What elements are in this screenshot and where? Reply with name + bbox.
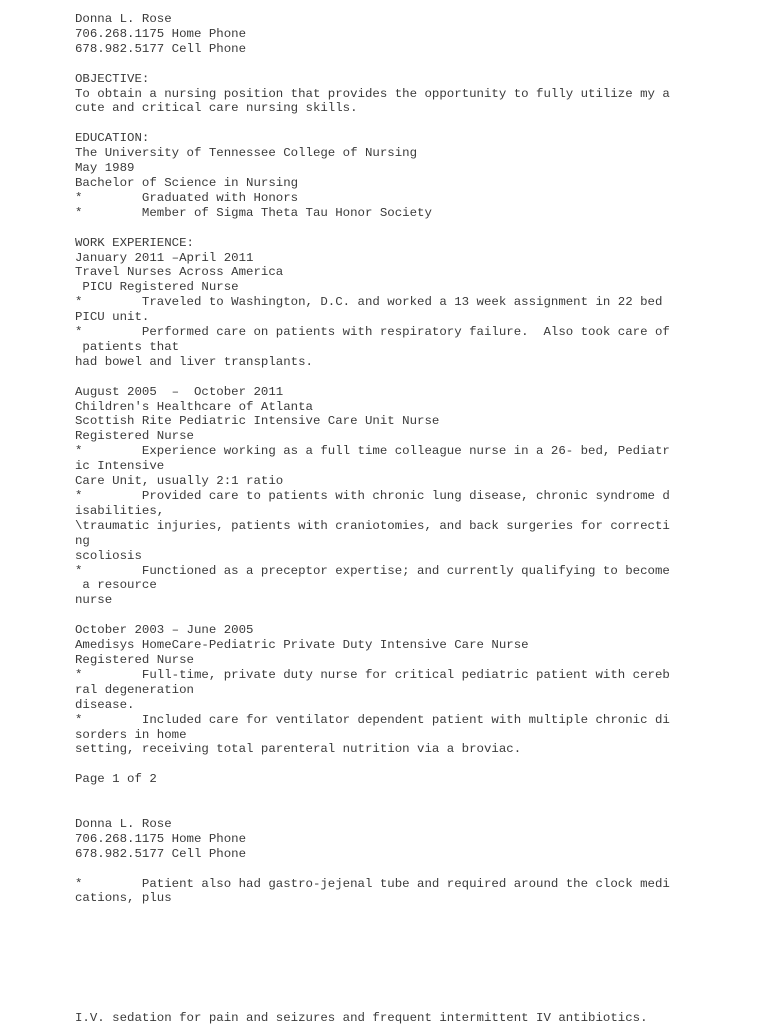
text-line: 678.982.5177 Cell Phone: [75, 846, 247, 861]
text-line: nurse: [75, 593, 113, 608]
text-line: * Included care for ventilator dependent patient with multiple chronic di: [75, 712, 670, 727]
text-line: [75, 906, 745, 921]
text-line: * Traveled to Washington, D.C. and worked a 13 week assignment in 22 bed: [75, 295, 663, 310]
text-line: Amedisys HomeCare-Pediatric Private Duty Intensive Care Nurse: [75, 638, 529, 653]
text-line: Care Unit, usually 2:1 ratio: [75, 474, 284, 489]
text-line: 706.268.1175 Home Phone: [75, 26, 247, 41]
text-line: \traumatic injuries, patients with craniotomies, and back surgeries for correcti: [75, 518, 670, 533]
text-line: a resource: [75, 578, 157, 593]
text-line: The University of Tennessee College of Nursing: [75, 146, 418, 161]
text-line: scoliosis: [75, 548, 142, 563]
text-line: [75, 936, 745, 951]
text-line: ng: [75, 533, 90, 548]
text-line: I.V. sedation for pain and seizures and frequent intermittent IV antibiotics.: [75, 1010, 648, 1025]
text-line: [75, 862, 745, 877]
text-line: To obtain a nursing position that provides the opportunity to fully utilize my a: [75, 86, 670, 101]
text-line: [75, 608, 745, 623]
text-line: * Member of Sigma Theta Tau Honor Society: [75, 205, 432, 220]
text-line: PICU Registered Nurse: [75, 280, 239, 295]
text-line: ral degeneration: [75, 682, 194, 697]
text-line: * Patient also had gastro-jejenal tube and required around the clock medi: [75, 876, 670, 891]
text-line: [75, 981, 745, 996]
text-line: * Experience working as a full time colleague nurse in a 26- bed, Pediatr: [75, 444, 670, 459]
text-line: setting, receiving total parenteral nutrition via a broviac.: [75, 742, 522, 757]
text-line: [75, 757, 745, 772]
text-line: EDUCATION:: [75, 131, 150, 146]
text-line: WORK EXPERIENCE:: [75, 235, 194, 250]
text-line: Bachelor of Science in Nursing: [75, 175, 299, 190]
text-line: Scottish Rite Pediatric Intensive Care Unit Nurse: [75, 414, 440, 429]
text-line: * Provided care to patients with chronic lung disease, chronic syndrome d: [75, 489, 670, 503]
resume-document: [75, 12, 745, 1026]
text-line: * Full-time, private duty nurse for critical pediatric patient with cereb: [75, 667, 670, 682]
text-line: Travel Nurses Across America: [75, 265, 284, 280]
text-line: [75, 802, 745, 817]
text-line: had bowel and liver transplants.: [75, 354, 313, 369]
text-line: [75, 951, 745, 966]
text-line: cute and critical care nursing skills.: [75, 101, 358, 116]
text-line: October 2003 – June 2005: [75, 623, 254, 638]
text-line: Donna L. Rose: [75, 816, 172, 831]
text-line: Registered Nurse: [75, 652, 194, 667]
text-line: ic Intensive: [75, 459, 165, 474]
text-line: 706.268.1175 Home Phone: [75, 831, 247, 846]
text-line: [75, 116, 745, 131]
text-line: * Performed care on patients with respiratory failure. Also took care of: [75, 325, 670, 340]
text-line: cations, plus: [75, 891, 172, 906]
text-line: * Graduated with Honors: [75, 190, 299, 205]
text-line: Children's Healthcare of Atlanta: [75, 399, 313, 414]
text-line: August 2005 – October 2011: [75, 384, 284, 399]
text-line: [75, 57, 745, 72]
text-line: [75, 370, 745, 385]
text-line: [75, 966, 745, 981]
text-line: January 2011 –April 2011: [75, 250, 254, 265]
text-line: sorders in home: [75, 727, 187, 742]
text-line: Page 1 of 2: [75, 772, 157, 787]
text-line: [75, 921, 745, 936]
text-line: May 1989: [75, 161, 135, 176]
text-line: disease.: [75, 697, 135, 712]
text-line: 678.982.5177 Cell Phone: [75, 41, 247, 56]
text-line: patients that: [75, 339, 180, 354]
text-line: isabilities,: [75, 503, 165, 518]
text-line: [75, 996, 745, 1011]
text-line: [75, 787, 745, 802]
text-line: Donna L. Rose: [75, 12, 172, 26]
text-line: [75, 221, 745, 236]
text-line: OBJECTIVE:: [75, 71, 150, 86]
text-line: Registered Nurse: [75, 429, 194, 444]
text-line: PICU unit.: [75, 310, 150, 325]
text-line: * Functioned as a preceptor expertise; and currently qualifying to become: [75, 563, 670, 578]
